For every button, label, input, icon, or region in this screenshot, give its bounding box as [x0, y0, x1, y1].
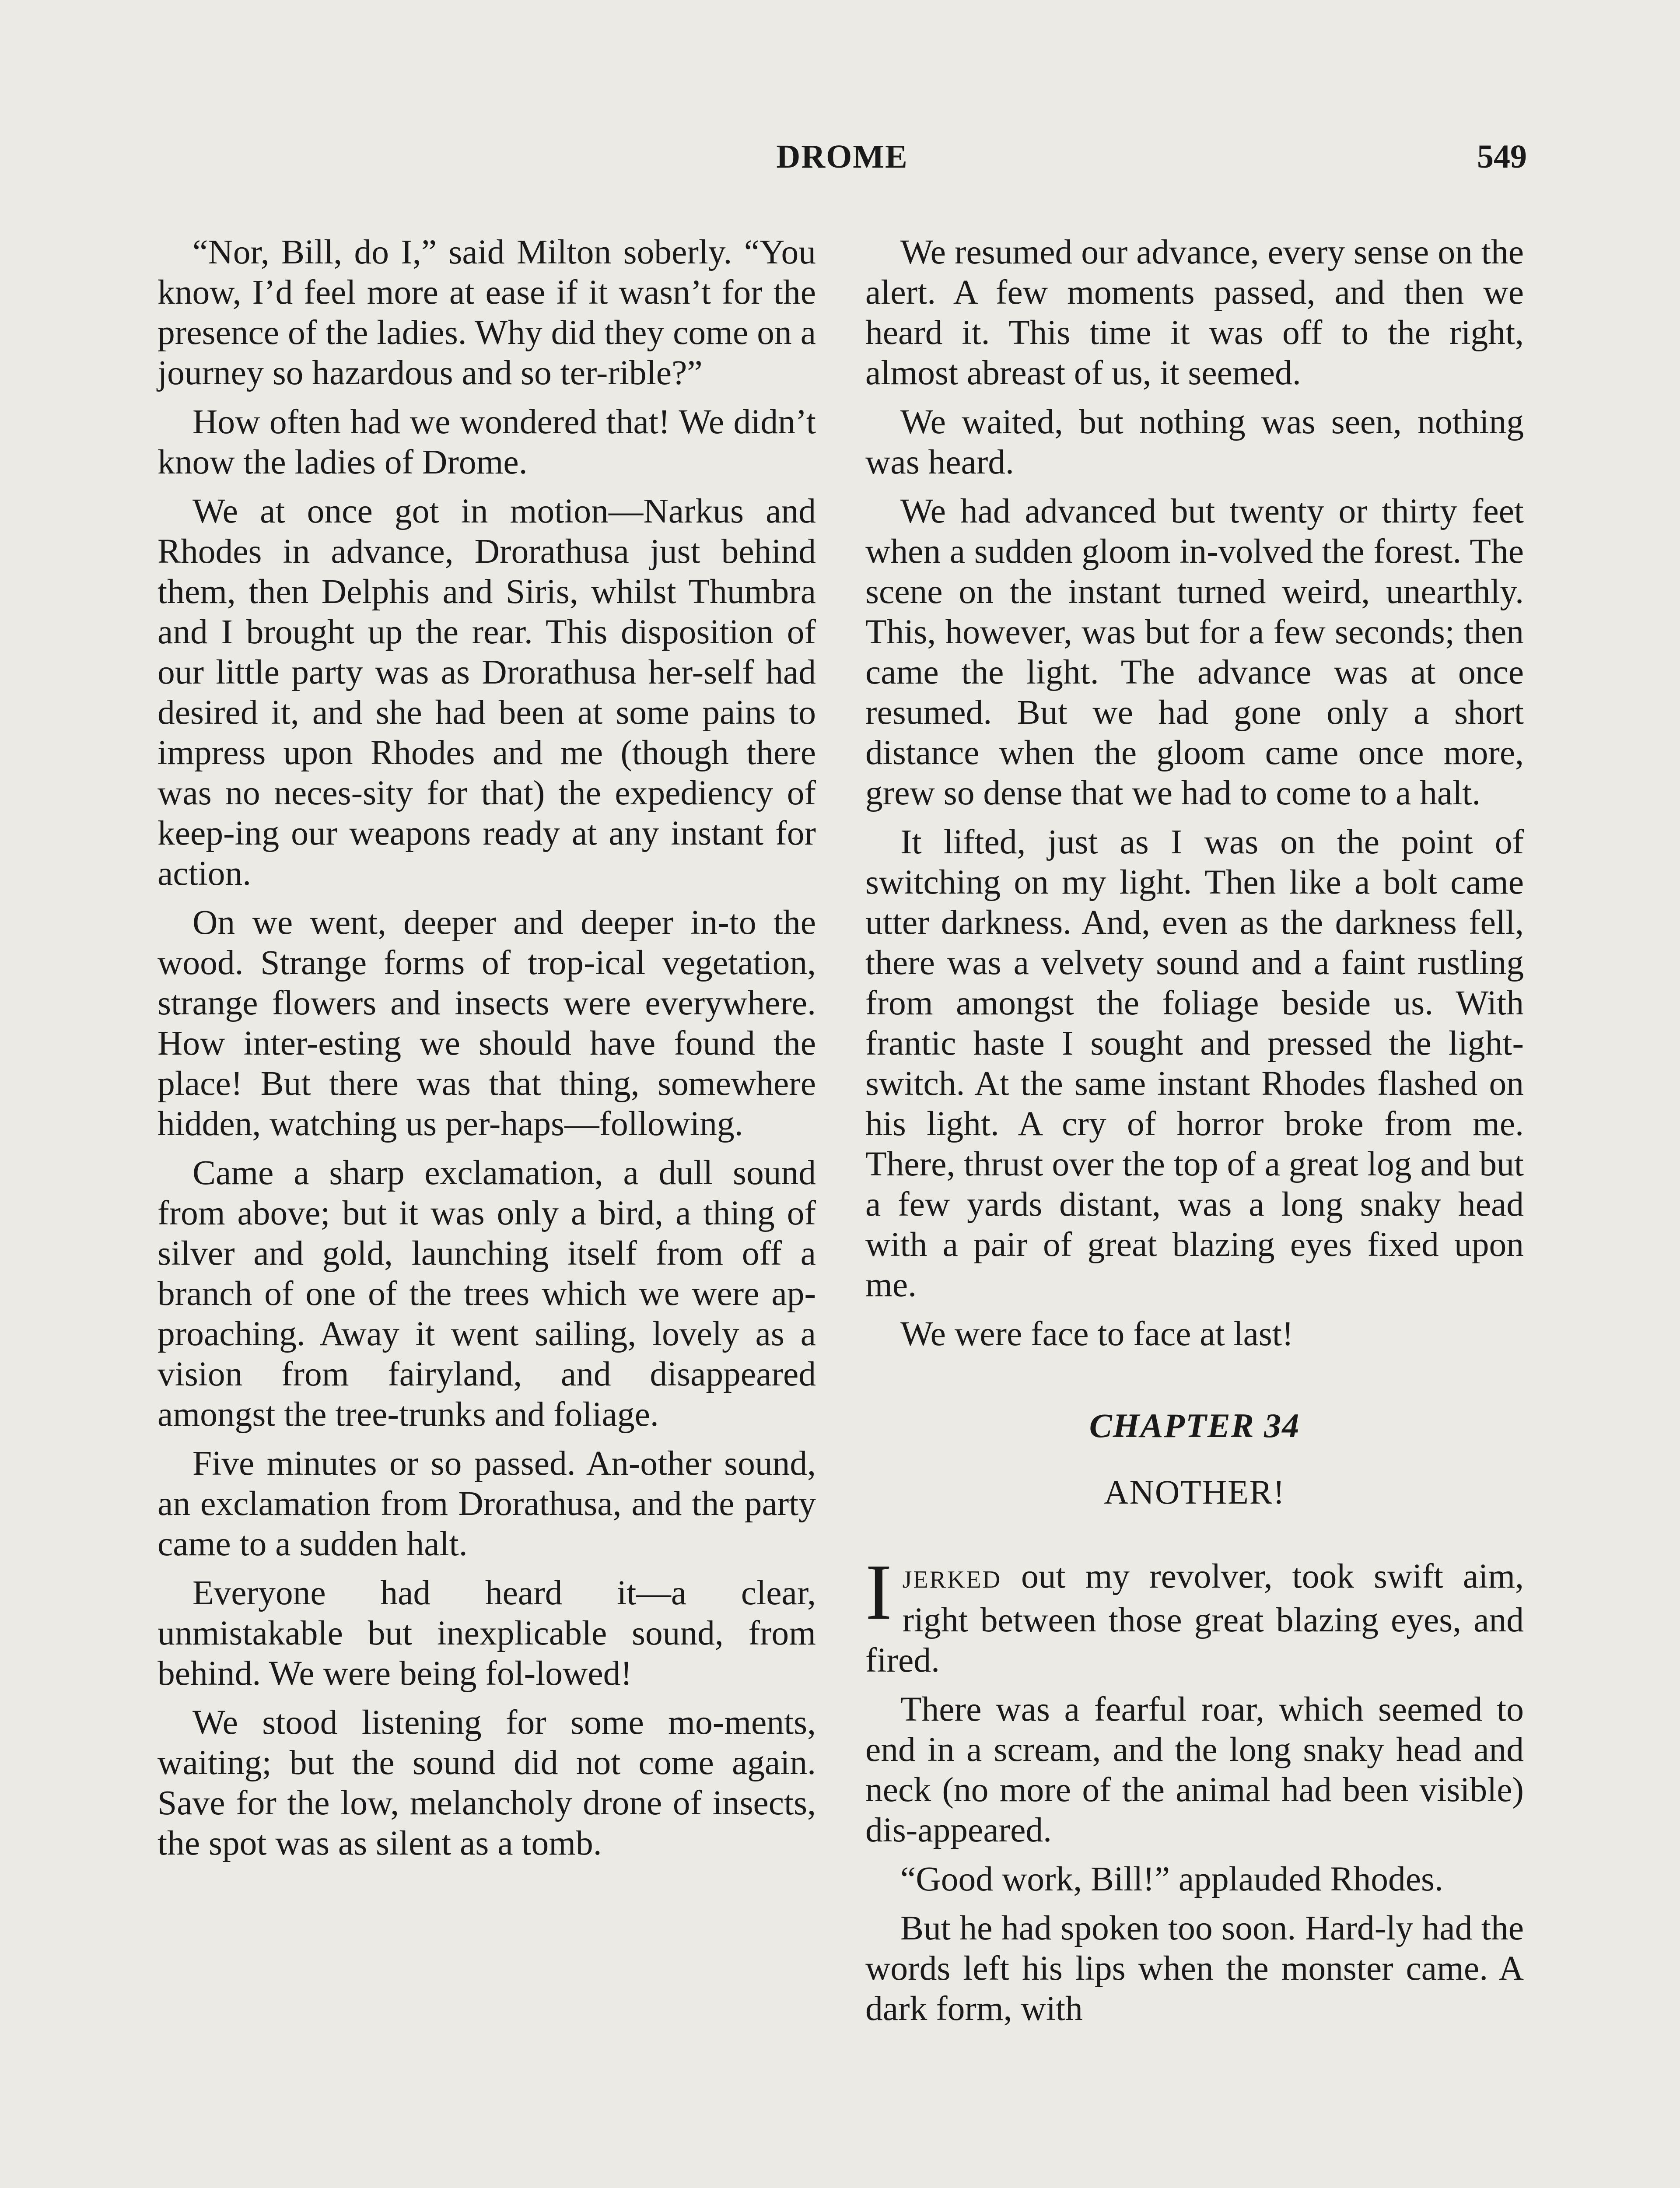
paragraph: How often had we wondered that! We didn’t know the ladies of Drome. — [158, 403, 816, 481]
paragraph: We had advanced but twenty or thirty feet when a sudden gloom in-volved the forest. The scene on the instant turned weird, unearthly. This, however, was but for a few seconds; then came the light. The advance was at once resumed. But we had gone only a short distance when the gloom came once more, grew so dense that we had to come to a halt. — [865, 492, 1524, 812]
opening-text: out my revolver, took swift aim, right between those great blazing eyes, and fired. — [865, 1557, 1524, 1680]
paragraph: Came a sharp exclamation, a dull sound from above; but it was only a bird, a thing of silver and gold, launching itself from off a branch of one of the trees which we were ap-proaching. Away it went sailing, lovely as a vision from fairyland, and disappeared amongst the tree-trunks and foliage. — [158, 1154, 816, 1434]
paragraph: We waited, but nothing was seen, nothing was heard. — [865, 403, 1524, 481]
paragraph: “Good work, Bill!” applauded Rhodes. — [900, 1860, 1443, 1898]
chapter-title: ANOTHER! — [1104, 1473, 1285, 1511]
chapter-opening-paragraph — [865, 1548, 1524, 1680]
page-number: 549 — [1477, 138, 1527, 175]
paragraph: We were face to face at last! — [900, 1315, 1294, 1353]
paragraph: But he had spoken too soon. Hard-ly had the words left his lips when the monster came. A dark form, with — [865, 1909, 1524, 2028]
left-column — [158, 232, 816, 1872]
running-title: DROME — [776, 138, 908, 175]
right-column — [865, 232, 1524, 2037]
chapter-number: CHAPTER 34 — [1089, 1406, 1300, 1445]
paragraph: There was a fearful roar, which seemed to end in a scream, and the long snaky head and neck (no more of the animal had been visible) dis-appeared. — [865, 1690, 1524, 1849]
paragraph: We at once got in motion—Narkus and Rhodes in advance, Drorathusa just behind them, then Delphis and Siris, whilst Thumbra and I brought up the rear. This disposition of our little party was as Drorathusa her-self had desired it, and she had been at some pains to impress upon Rhodes and me (though there was no neces-sity for that) the expediency of keep-ing our weapons ready at any instant for action. — [158, 492, 816, 893]
paragraph: It lifted, just as I was on the point of switching on my light. Then like a bolt came utter darkness. And, even as the darkness fell, there was a velvety sound and a faint rustling from amongst the foliage beside us. With frantic haste I sought and pressed the light-switch. At the same instant Rhodes flashed on his light. A cry of horror broke from me. There, thrust over the top of a great log and but a few yards distant, was a long snaky head with a pair of great blazing eyes fixed upon me. — [865, 823, 1524, 1304]
paragraph: Five minutes or so passed. An-other sound, an exclamation from Drorathusa, and the party came to a sudden halt. — [158, 1444, 816, 1563]
paragraph: On we went, deeper and deeper in-to the wood. Strange forms of trop-ical vegetation, strange flowers and insects were everywhere. How inter-esting we should have found the place! But there was that thing, somewhere hidden, watching us per-haps—following. — [158, 903, 816, 1143]
opening-word: JERKED — [902, 1566, 1002, 1593]
paragraph: Everyone had heard it—a clear, unmistakable but inexplicable sound, from behind. We were being fol-lowed! — [158, 1574, 816, 1693]
paragraph: “Nor, Bill, do I,” said Milton soberly. “You know, I’d feel more at ease if it wasn’t for the presence of the ladies. Why did they come on a journey so hazardous and so ter-rible?” — [158, 233, 816, 392]
page-header — [158, 138, 1527, 186]
drop-cap: I — [865, 1548, 892, 1636]
paragraph: We resumed our advance, every sense on the alert. A few moments passed, and then we heard it. This time it was off to the right, almost abreast of us, it seemed. — [865, 233, 1524, 392]
paragraph: We stood listening for some mo-ments, waiting; but the sound did not come again. Save for the low, melancholy drone of insects, the spot was as silent as a tomb. — [158, 1703, 816, 1862]
